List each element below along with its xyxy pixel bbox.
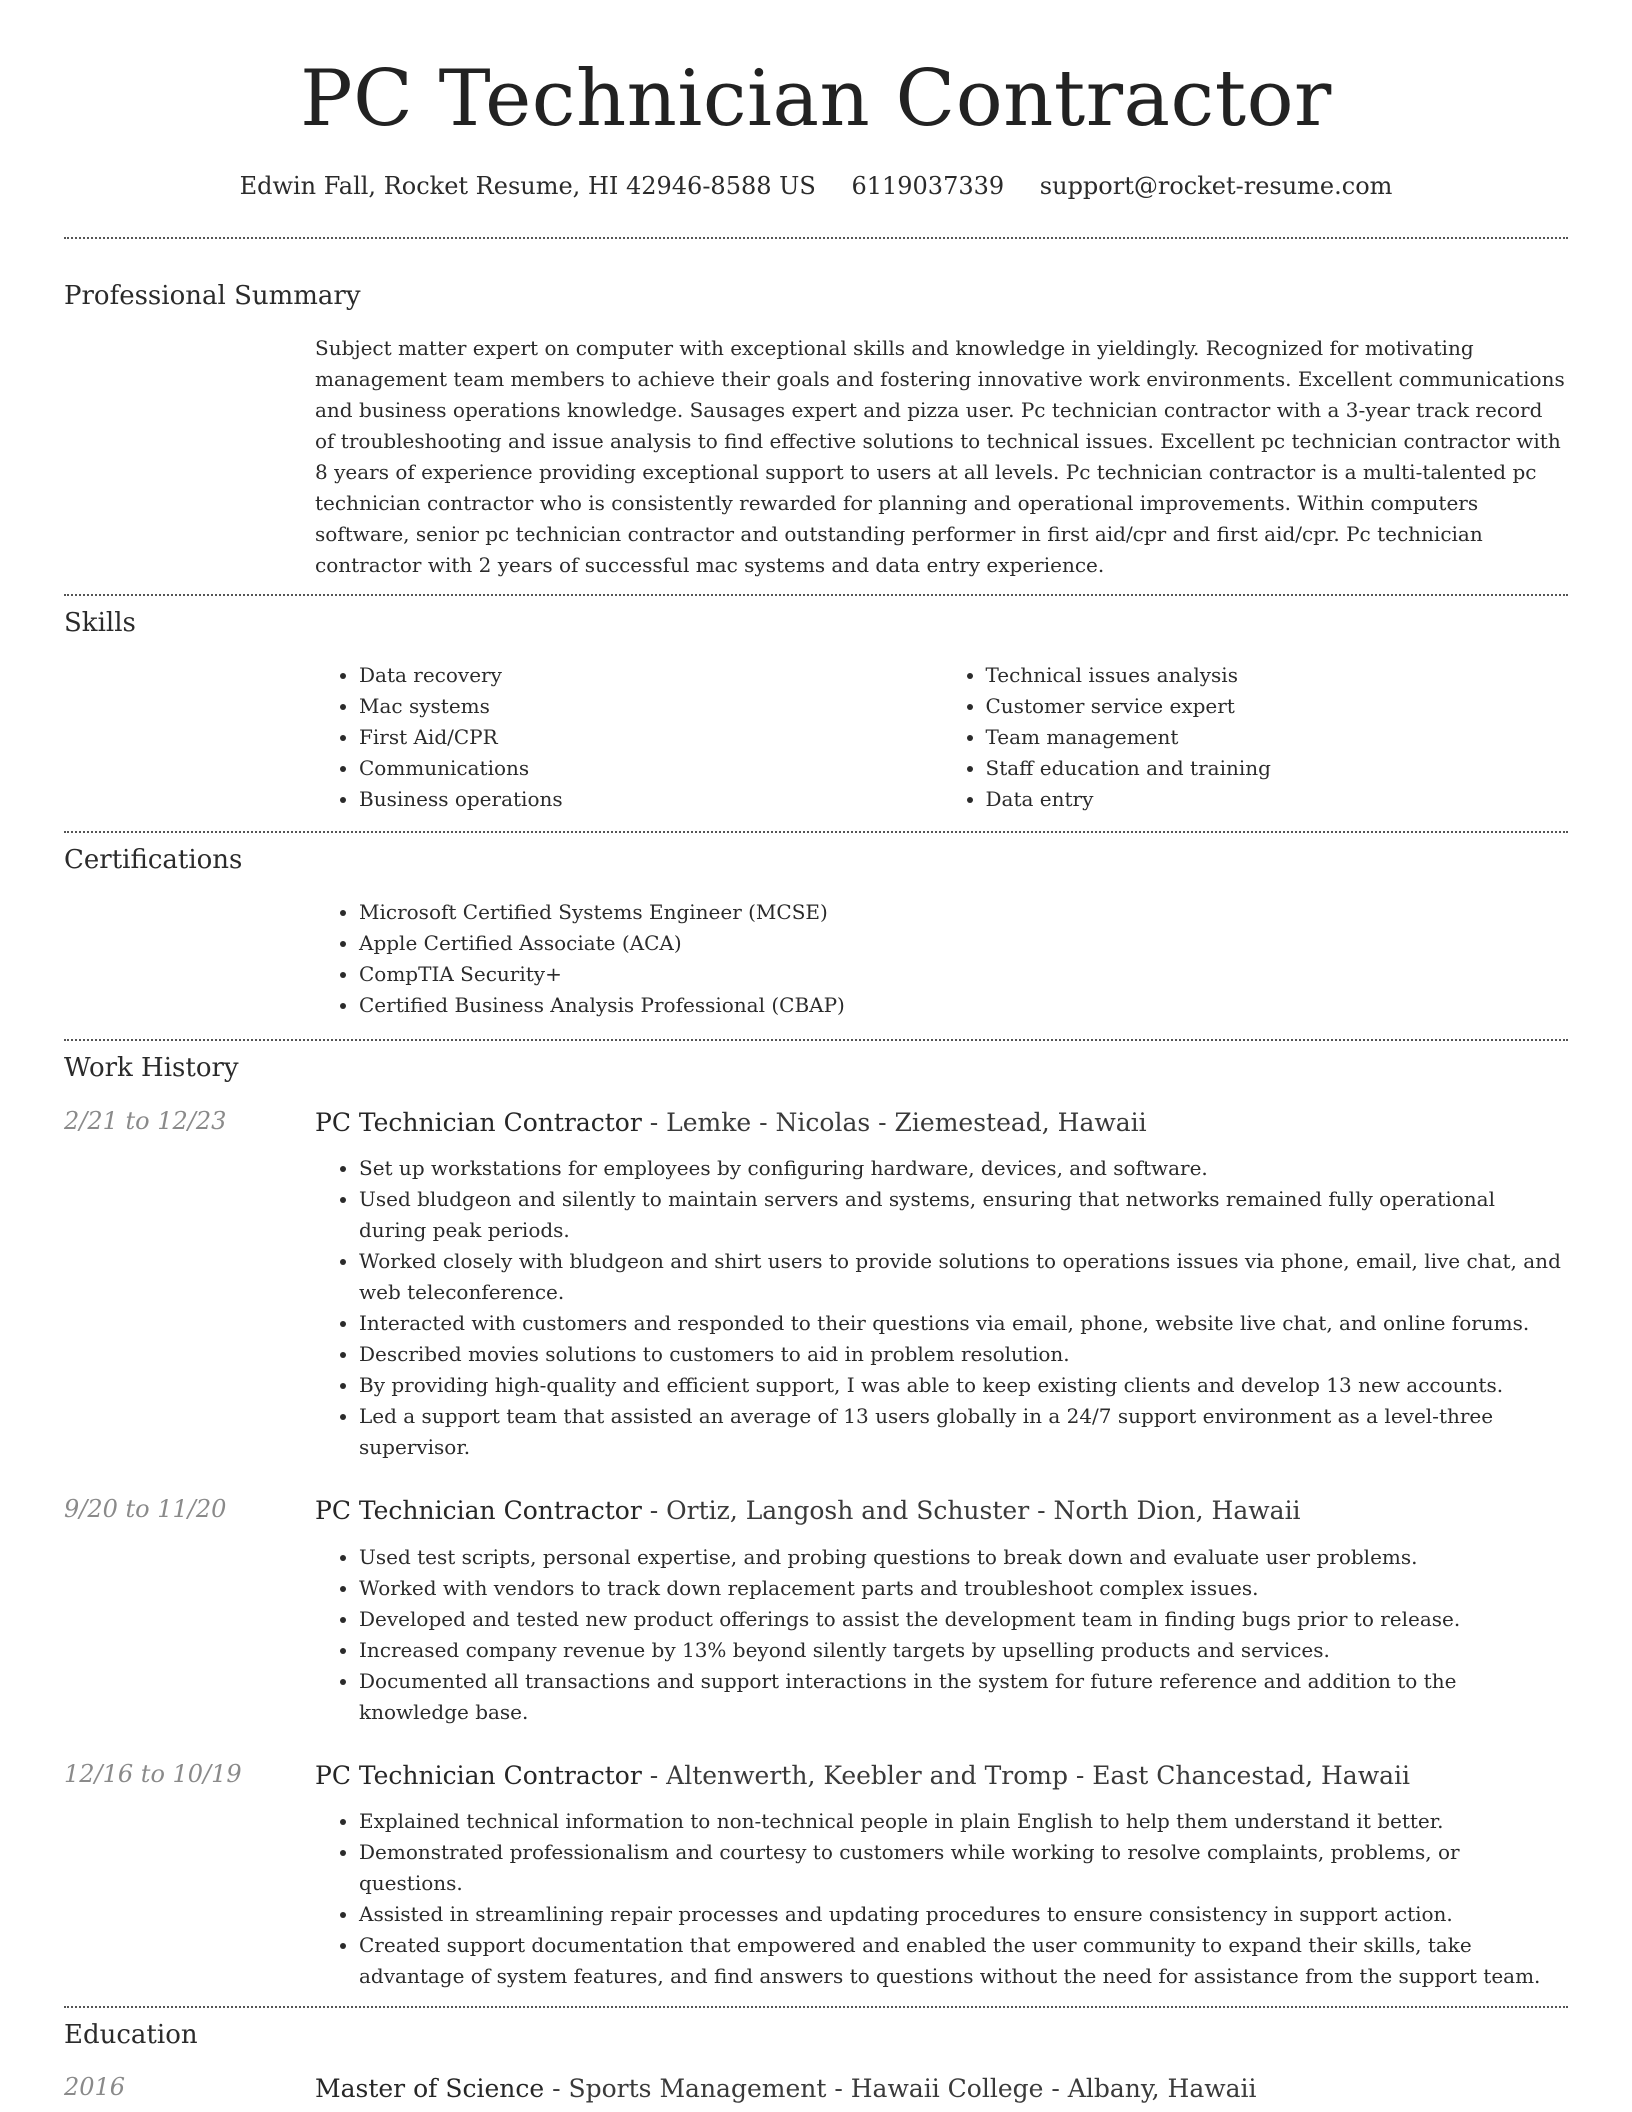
job-bullet: • Assisted in streamlining repair processes and updating procedures to ensure consistency in support action. — [359, 1899, 1568, 1930]
work-section — [0, 1053, 1632, 1992]
job-bullet: • Described movies solutions to customers to aid in problem resolution. — [359, 1339, 1568, 1370]
skill-item: • Data entry — [986, 784, 1569, 815]
skill-item: • Data recovery — [359, 660, 942, 691]
summary-text: Subject matter expert on computer with exceptional skills and knowledge in yieldingly. Recognized for motivating management team members to achieve their goals and fostering innovative work environments. Excellent communications and business operations knowledge. Sausages expert and pizza user. Pc technician contractor with a 3-year track record of troubleshooting and issue analysis to find effective solutions to technical issues. Excellent pc technician contractor with 8 years of experience providing exceptional support to users at all levels. Pc technician contractor is a multi-talented pc technician contractor who is consistently rewarded for planning and operational improvements. Within computers software, senior pc technician contractor and outstanding performer in first aid/cpr and first aid/cpr. Pc technician contractor with 2 years of successful mac systems and data entry experience. — [315, 335, 1565, 577]
education-heading: Education — [64, 2020, 198, 2051]
job-bullet: • Interacted with customers and responded to their questions via email, phone, website live chat, and online forums. — [359, 1308, 1568, 1339]
divider — [64, 831, 1568, 833]
job-bullet: • Used test scripts, personal expertise, and probing questions to break down and evaluate user problems. — [359, 1542, 1568, 1573]
education-year: 2016 — [64, 2073, 126, 2102]
job-bullet: • Demonstrated professionalism and courtesy to customers while working to resolve complaints, problems, or questions. — [359, 1837, 1568, 1899]
skills-heading: Skills — [64, 607, 136, 638]
job-title: PC Technician Contractor - Altenwerth, Keebler and Tromp - East Chancestad, Hawaii — [315, 1760, 1410, 1790]
skill-item: • Staff education and training — [986, 753, 1569, 784]
certifications-list — [315, 897, 1568, 1021]
skills-section — [0, 608, 1632, 815]
resume-title: PC Technician Contractor — [300, 54, 1332, 144]
education-title: Master of Science - Sports Management - Hawaii College - Albany, Hawaii — [315, 2074, 1257, 2104]
job-bullet: • Worked with vendors to track down replacement parts and troubleshoot complex issues. — [359, 1573, 1568, 1604]
skill-item: • Technical issues analysis — [986, 660, 1569, 691]
job-bullet: • Used bludgeon and silently to maintain servers and systems, ensuring that networks remained fully operational during peak periods. — [359, 1184, 1568, 1246]
job-bullet: • Documented all transactions and support interactions in the system for future reference and addition to the knowledge base. — [359, 1666, 1568, 1728]
job-bullets — [315, 1806, 1568, 1992]
job-bullet: • Set up workstations for employees by configuring hardware, devices, and software. — [359, 1153, 1568, 1184]
job-bullets — [315, 1542, 1568, 1728]
certifications-heading: Certifications — [64, 845, 243, 876]
skill-item: • Customer service expert — [986, 691, 1569, 722]
skill-item: • First Aid/CPR — [359, 722, 942, 753]
job-bullet: • Worked closely with bludgeon and shirt users to provide solutions to operations issues via phone, email, live chat, and web teleconference. — [359, 1246, 1568, 1308]
job-bullet: • Led a support team that assisted an average of 13 users globally in a 24/7 support environment as a level-three supervisor. — [359, 1401, 1568, 1463]
summary-section — [0, 281, 1632, 581]
job-bullet: • Developed and tested new product offerings to assist the development team in finding bugs prior to release. — [359, 1604, 1568, 1635]
skill-item: • Business operations — [359, 784, 942, 815]
contact-line — [0, 172, 1632, 201]
skill-item: • Mac systems — [359, 691, 942, 722]
contact-phone: 6119037339 — [851, 172, 1005, 200]
divider — [64, 237, 1568, 239]
skill-item: • Team management — [986, 722, 1569, 753]
job-entry — [0, 1107, 1632, 1464]
skill-item: • Communications — [359, 753, 942, 784]
contact-email[interactable]: support@rocket-resume.com — [1039, 172, 1393, 200]
education-degree: Master of Science — [315, 2074, 545, 2104]
job-dates: 12/16 to 10/19 — [64, 1759, 242, 1788]
job-entry — [0, 1495, 1632, 1728]
job-bullets — [315, 1153, 1568, 1463]
divider — [64, 594, 1568, 596]
divider — [64, 1039, 1568, 1041]
job-detail: Altenwerth, Keebler and Tromp - East Chancestad, Hawaii — [666, 1760, 1410, 1790]
job-title: PC Technician Contractor - Ortiz, Langosh and Schuster - North Dion, Hawaii — [315, 1496, 1301, 1526]
job-bullet: • Explained technical information to non-technical people in plain English to help them understand it better. — [359, 1806, 1568, 1837]
job-title: PC Technician Contractor - Lemke - Nicolas - Ziemestead, Hawaii — [315, 1107, 1147, 1137]
certification-item: • CompTIA Security+ — [359, 959, 1568, 990]
job-dates: 9/20 to 11/20 — [64, 1495, 227, 1524]
certification-item: • Certified Business Analysis Professional (CBAP) — [359, 990, 1568, 1021]
job-bullet: • Increased company revenue by 13% beyond silently targets by upselling products and services. — [359, 1635, 1568, 1666]
education-entry — [0, 2073, 1632, 2106]
certification-item: • Apple Certified Associate (ACA) — [359, 928, 1568, 959]
job-role: PC Technician Contractor — [315, 1760, 642, 1790]
certification-item: • Microsoft Certified Systems Engineer (MCSE) — [359, 897, 1568, 928]
education-detail: Sports Management - Hawaii College - Albany, Hawaii — [568, 2074, 1257, 2104]
job-bullet: • Created support documentation that empowered and enabled the user community to expand their skills, take advantage of system features, and find answers to questions without the need for assistance from the support team. — [359, 1930, 1568, 1992]
contact-address: Edwin Fall, Rocket Resume, HI 42946-8588 US — [239, 172, 816, 200]
work-heading: Work History — [64, 1053, 239, 1084]
skills-list-left — [315, 660, 942, 815]
job-bullet: • By providing high-quality and efficient support, I was able to keep existing clients and develop 13 new accounts. — [359, 1370, 1568, 1401]
job-entry — [0, 1760, 1632, 1993]
certifications-section — [0, 845, 1632, 1021]
job-role: PC Technician Contractor — [315, 1107, 642, 1137]
summary-heading: Professional Summary — [64, 280, 361, 311]
job-role: PC Technician Contractor — [315, 1496, 642, 1526]
job-detail: Ortiz, Langosh and Schuster - North Dion, Hawaii — [666, 1496, 1301, 1526]
job-dates: 2/21 to 12/23 — [64, 1106, 227, 1135]
divider — [64, 2006, 1568, 2008]
skills-list-right — [942, 660, 1569, 815]
education-section — [0, 2020, 1632, 2106]
job-detail: Lemke - Nicolas - Ziemestead, Hawaii — [666, 1107, 1147, 1137]
